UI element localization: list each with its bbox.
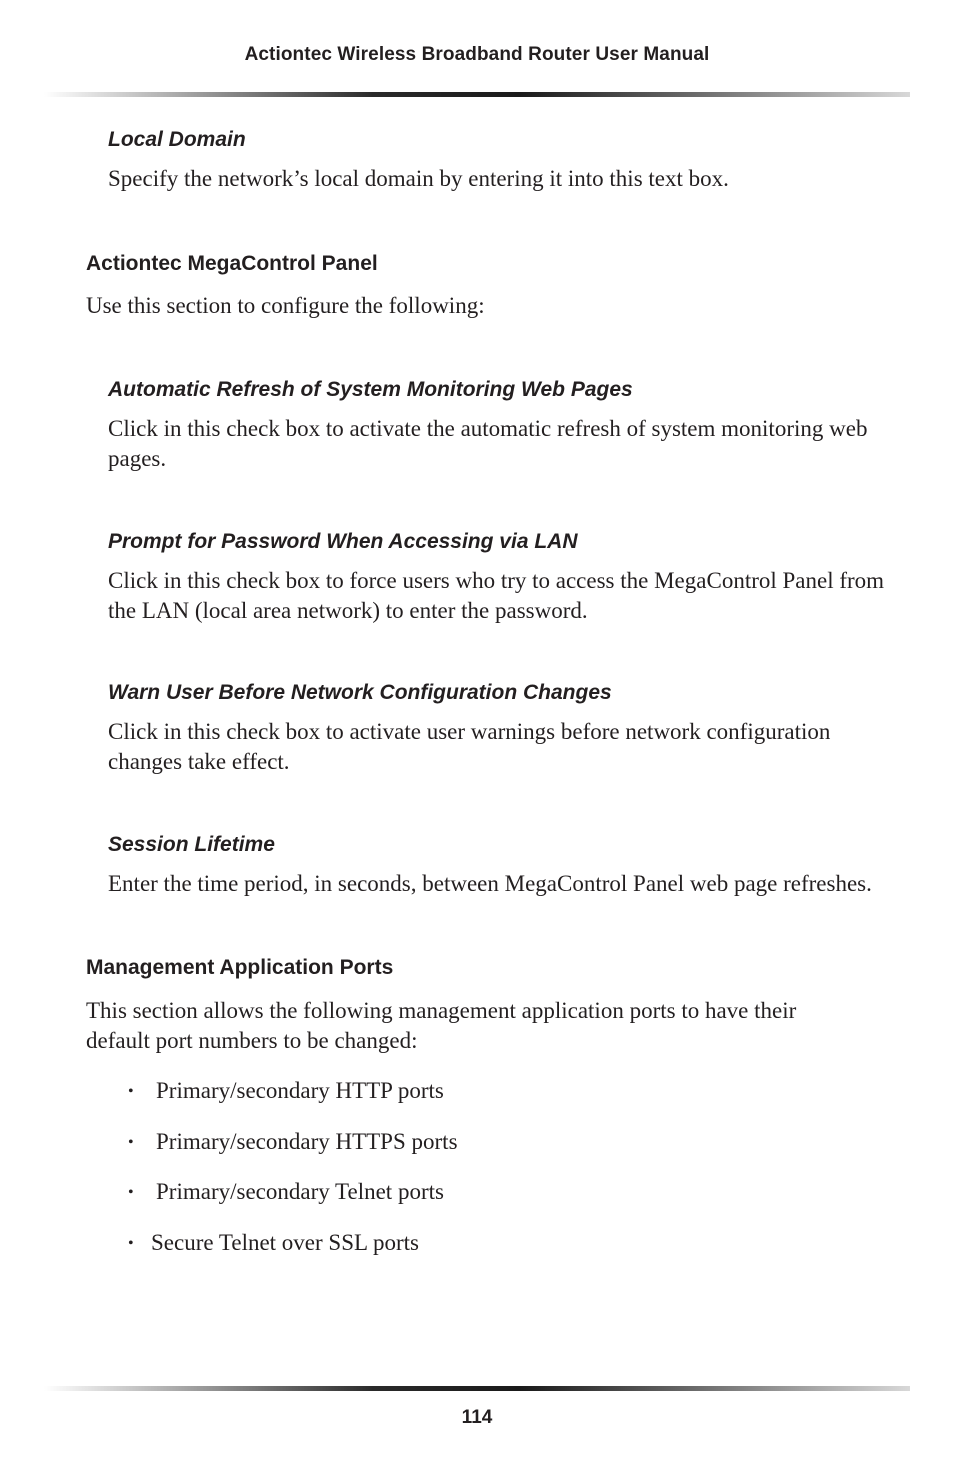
warn-user-text: Click in this check box to activate user warnings before network configuration changes take effect. [108, 719, 831, 774]
bullet-icon: • [128, 1134, 134, 1151]
session-lifetime-text: Enter the time period, in seconds, between MegaControl Panel web page refreshes. [108, 871, 872, 896]
list-item: • Primary/secondary Telnet ports [128, 1177, 444, 1208]
bullet-icon: • [128, 1184, 134, 1201]
list-item: • Secure Telnet over SSL ports [128, 1228, 419, 1259]
list-item: • Primary/secondary HTTP ports [128, 1076, 444, 1107]
password-prompt-text: Click in this check box to force users who try to access the MegaControl Panel from the LAN (local area network) to enter the password. [108, 568, 885, 623]
ports-intro: This section allows the following management application ports to have their default port numbers to be changed: [86, 998, 797, 1053]
local-domain-heading: Local Domain [108, 128, 246, 151]
auto-refresh-heading: Automatic Refresh of System Monitoring Web Pages [108, 378, 633, 401]
password-prompt-heading: Prompt for Password When Accessing via LAN [108, 530, 578, 553]
megacontrol-intro: Use this section to configure the following: [86, 293, 485, 318]
footer-rule [44, 1386, 910, 1391]
bullet-icon: • [128, 1083, 134, 1100]
local-domain-text: Specify the network’s local domain by entering it into this text box. [108, 166, 729, 191]
page-number: 114 [461, 1407, 493, 1428]
running-header: Actiontec Wireless Broadband Router User Manual [244, 44, 710, 65]
session-lifetime-heading: Session Lifetime [108, 833, 275, 856]
ports-heading: Management Application Ports [86, 956, 394, 979]
auto-refresh-text: Click in this check box to activate the automatic refresh of system monitoring web pages. [108, 416, 868, 471]
header-rule [44, 92, 910, 97]
list-item: • Primary/secondary HTTPS ports [128, 1127, 458, 1158]
bullet-icon: • [128, 1235, 134, 1252]
warn-user-heading: Warn User Before Network Configuration Changes [108, 681, 612, 704]
megacontrol-heading: Actiontec MegaControl Panel [86, 252, 378, 275]
